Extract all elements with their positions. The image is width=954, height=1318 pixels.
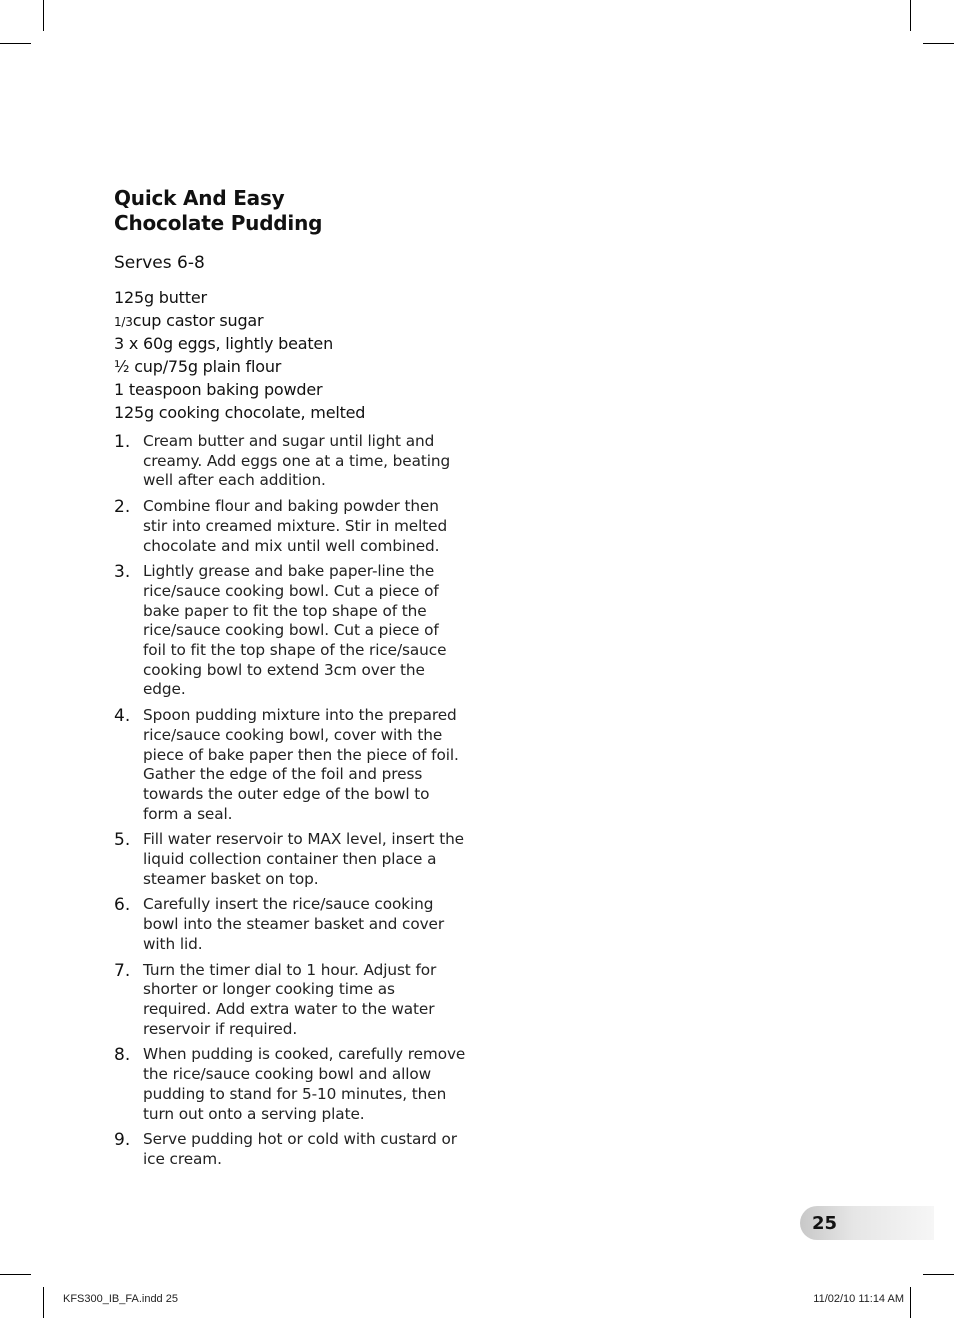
crop-mark [923, 43, 954, 44]
step-number: 2. [114, 497, 131, 518]
step-number: 6. [114, 895, 131, 916]
crop-mark [43, 1287, 44, 1318]
ingredient-item: 1 teaspoon baking powder [114, 380, 323, 399]
step-number: 3. [114, 562, 131, 583]
method-step [114, 706, 466, 824]
step-text: Fill water reservoir to MAX level, insert the liquid collection container then place a steamer basket on top. [143, 830, 464, 888]
step-text: When pudding is cooked, carefully remove the rice/sauce cooking bowl and allow pudding to stand for 5-10 minutes, then turn out onto a serving plate. [143, 1045, 466, 1123]
crop-mark [910, 0, 911, 31]
step-number: 7. [114, 960, 131, 981]
method-step [114, 961, 466, 1040]
step-number: 5. [114, 830, 131, 851]
method-step [114, 1045, 466, 1124]
step-text: Carefully insert the rice/sauce cooking bowl into the steamer basket and cover with lid. [143, 895, 445, 953]
ingredient-item: 3 x 60g eggs, lightly beaten [114, 334, 334, 353]
step-text: Spoon pudding mixture into the prepared rice/sauce cooking bowl, cover with the piece of bake paper then the piece of foil. Gather the edge of the foil and press towards the outer edge of the bowl to form a seal. [143, 706, 459, 823]
method-step [114, 1130, 466, 1169]
method-step [114, 497, 466, 556]
step-text: Turn the timer dial to 1 hour. Adjust for shorter or longer cooking time as required. Add extra water to the water reservoir if required. [143, 960, 437, 1038]
page-number: 25 [812, 1213, 838, 1234]
recipe-title-line2: Chocolate Pudding [114, 211, 323, 235]
method-step [114, 562, 466, 700]
page-number-tab [800, 1206, 934, 1240]
crop-mark [910, 1287, 911, 1318]
step-text: Lightly grease and bake paper-line the rice/sauce cooking bowl. Cut a piece of bake paper to fit the top shape of the rice/sauce cooking bowl. Cut a piece of foil to fit the top shape of the rice/sauce cooking bowl to extend 3cm over the edge. [143, 562, 447, 699]
method-steps [114, 432, 466, 1176]
footer-timestamp: 11/02/10 11:14 AM [813, 1293, 904, 1305]
recipe-title [114, 186, 474, 236]
crop-mark [0, 43, 31, 44]
recipe-title-line1: Quick And Easy [114, 186, 285, 210]
footer-file-info: KFS300_IB_FA.indd 25 [63, 1293, 178, 1305]
method-step [114, 432, 466, 491]
step-number: 1. [114, 432, 131, 452]
ingredient-list [114, 287, 494, 425]
crop-mark [0, 1274, 31, 1275]
serves-label: Serves 6-8 [114, 253, 205, 273]
method-step [114, 895, 466, 954]
ingredient-item: 125g butter [114, 288, 207, 307]
crop-mark [43, 0, 44, 31]
step-text: Serve pudding hot or cold with custard or ice cream. [143, 1130, 457, 1168]
ingredient-item: ½ cup/75g plain flour [114, 357, 282, 376]
step-number: 8. [114, 1045, 131, 1066]
ingredient-item: 125g cooking chocolate, melted [114, 403, 366, 422]
step-text: Combine flour and baking powder then stir into creamed mixture. Stir in melted chocolate and mix until well combined. [143, 497, 448, 555]
step-number: 9. [114, 1130, 131, 1151]
ingredient-item: 1/3cup castor sugar [114, 311, 264, 330]
crop-mark [923, 1274, 954, 1275]
step-text: Cream butter and sugar until light and creamy. Add eggs one at a time, beating well after each addition. [143, 432, 451, 490]
step-number: 4. [114, 706, 131, 727]
method-step [114, 830, 466, 889]
